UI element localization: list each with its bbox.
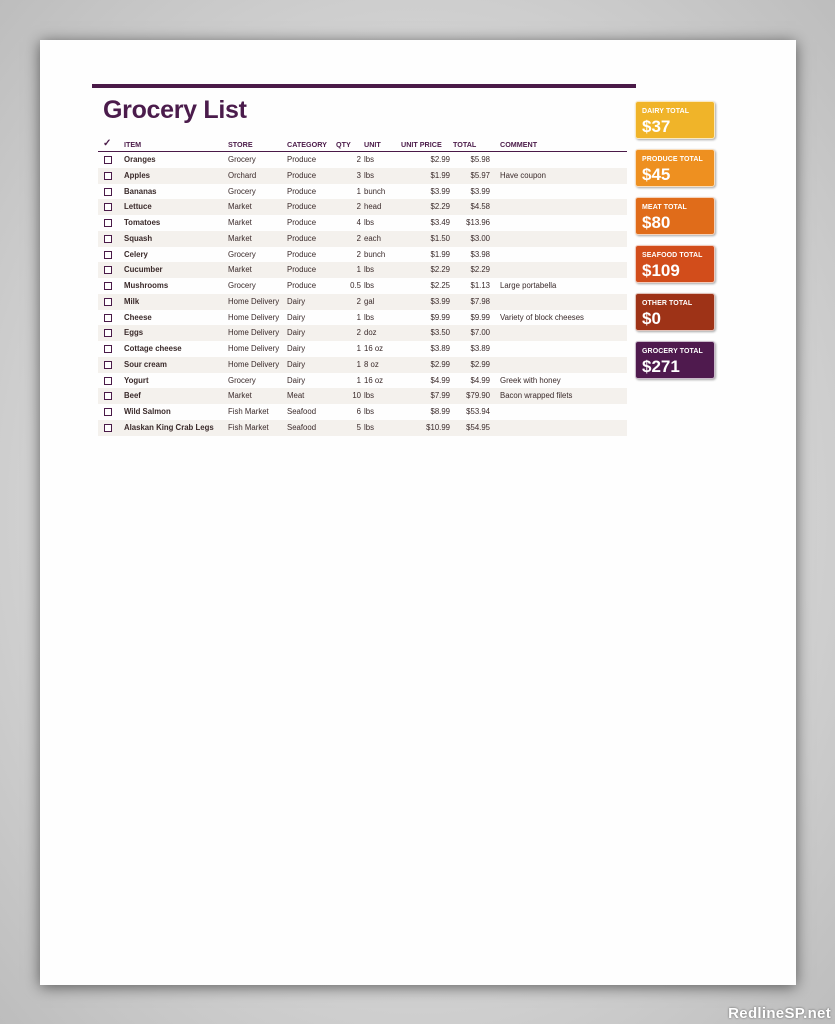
total-label: PRODUCE TOTAL <box>642 156 703 163</box>
cell-qty: 1 <box>356 359 361 369</box>
total-value: $0 <box>642 309 661 328</box>
cell-total: $54.95 <box>466 422 490 432</box>
total-box <box>635 197 715 235</box>
row-checkbox[interactable] <box>104 235 112 243</box>
header-unit: UNIT <box>364 140 381 149</box>
total-box <box>635 293 715 331</box>
cell-total: $5.98 <box>470 155 490 164</box>
row-checkbox[interactable] <box>104 298 112 306</box>
cell-unit: 16 oz <box>364 375 384 385</box>
cell-comment: Bacon wrapped filets <box>500 391 573 401</box>
row-checkbox[interactable] <box>104 251 112 259</box>
cell-unit-price: $2.29 <box>430 265 450 275</box>
table-row <box>98 262 627 278</box>
cell-total: $79.90 <box>466 391 490 401</box>
cell-category: Dairy <box>287 296 306 306</box>
row-checkbox[interactable] <box>104 219 112 227</box>
cell-total: $3.99 <box>470 186 490 196</box>
cell-unit-price: $1.50 <box>430 233 450 243</box>
total-value: $271 <box>642 357 680 376</box>
row-checkbox[interactable] <box>104 329 112 337</box>
cell-unit: head <box>364 202 382 212</box>
cell-unit: each <box>364 233 381 243</box>
cell-unit-price: $7.99 <box>430 391 450 401</box>
cell-unit-price: $2.99 <box>430 155 450 164</box>
cell-unit: doz <box>364 328 377 338</box>
table-row <box>98 184 627 200</box>
cell-item: Cheese <box>124 312 152 322</box>
row-checkbox[interactable] <box>104 408 112 416</box>
cell-unit-price: $2.29 <box>430 202 450 212</box>
cell-item: Lettuce <box>124 202 152 212</box>
cell-qty: 1 <box>356 344 361 353</box>
cell-category: Produce <box>287 218 317 227</box>
row-checkbox[interactable] <box>104 188 112 196</box>
cell-category: Dairy <box>287 328 306 338</box>
cell-store: Home Delivery <box>228 296 280 306</box>
header-total: TOTAL <box>453 140 477 149</box>
table-row <box>98 404 627 420</box>
cell-qty: 2 <box>356 233 361 243</box>
cell-total: $53.94 <box>466 407 490 416</box>
cell-qty: 2 <box>356 328 361 338</box>
cell-qty: 0.5 <box>350 281 361 290</box>
total-box <box>635 101 715 139</box>
cell-category: Dairy <box>287 359 306 369</box>
cell-store: Grocery <box>228 155 256 164</box>
cell-item: Squash <box>124 233 153 243</box>
table-row <box>98 357 627 373</box>
row-checkbox[interactable] <box>104 156 112 164</box>
row-checkbox[interactable] <box>104 314 112 322</box>
total-value: $45 <box>642 165 671 184</box>
cell-total: $3.00 <box>470 233 490 243</box>
cell-unit-price: $9.99 <box>430 312 450 322</box>
cell-unit: 16 oz <box>364 344 384 353</box>
table-body <box>98 152 627 436</box>
cell-comment: Large portabella <box>500 281 557 290</box>
cell-unit: lbs <box>364 170 374 180</box>
cell-store: Market <box>228 391 252 401</box>
cell-item: Eggs <box>124 328 144 338</box>
cell-store: Grocery <box>228 281 256 290</box>
cell-item: Cottage cheese <box>124 344 182 353</box>
cell-comment: Greek with honey <box>500 375 561 385</box>
cell-unit: lbs <box>364 218 374 227</box>
header-unit-price: UNIT PRICE <box>401 140 442 149</box>
cell-total: $4.58 <box>470 202 490 212</box>
cell-store: Home Delivery <box>228 312 280 322</box>
total-label: DAIRY TOTAL <box>642 108 690 115</box>
cell-comment: Variety of block cheeses <box>500 312 584 322</box>
total-box <box>635 149 715 187</box>
cell-total: $7.98 <box>470 296 490 306</box>
table-row <box>98 388 627 404</box>
table-row <box>98 420 627 436</box>
row-checkbox[interactable] <box>104 377 112 385</box>
total-value: $80 <box>642 213 671 232</box>
cell-store: Market <box>228 233 252 243</box>
table-row <box>98 373 627 389</box>
table-row <box>98 310 627 326</box>
grocery-table <box>98 138 627 436</box>
table-row <box>98 231 627 247</box>
table-row <box>98 278 627 294</box>
cell-item: Apples <box>124 170 150 180</box>
cell-store: Home Delivery <box>228 344 280 353</box>
cell-unit: lbs <box>364 265 374 275</box>
cell-item: Mushrooms <box>124 281 169 290</box>
cell-total: $7.00 <box>470 328 490 338</box>
cell-store: Home Delivery <box>228 328 280 338</box>
cell-category: Dairy <box>287 312 306 322</box>
cell-category: Produce <box>287 281 317 290</box>
cell-qty: 3 <box>356 170 361 180</box>
table-row <box>98 152 627 168</box>
cell-store: Grocery <box>228 375 256 385</box>
cell-total: $13.96 <box>466 218 490 227</box>
cell-unit-price: $1.99 <box>430 249 450 259</box>
document-page <box>40 40 796 985</box>
cell-item: Bananas <box>124 186 157 196</box>
cell-category: Produce <box>287 202 317 212</box>
cell-store: Grocery <box>228 249 256 259</box>
cell-store: Market <box>228 265 252 275</box>
cell-total: $2.29 <box>470 265 490 275</box>
row-checkbox[interactable] <box>104 172 112 180</box>
page-title: Grocery List <box>103 96 247 124</box>
table-row <box>98 247 627 263</box>
cell-total: $1.13 <box>470 281 490 290</box>
cell-total: $5.97 <box>470 170 490 180</box>
cell-category: Meat <box>287 391 305 401</box>
cell-unit: lbs <box>364 422 374 432</box>
cell-unit: lbs <box>364 312 374 322</box>
cell-item: Wild Salmon <box>124 407 171 416</box>
cell-store: Home Delivery <box>228 359 280 369</box>
table-row <box>98 215 627 231</box>
header-category: CATEGORY <box>287 140 327 149</box>
cell-store: Market <box>228 218 252 227</box>
cell-category: Produce <box>287 170 317 180</box>
table-row <box>98 168 627 184</box>
cell-unit: bunch <box>364 186 386 196</box>
total-box <box>635 245 715 283</box>
total-label: GROCERY TOTAL <box>642 348 703 355</box>
cell-store: Grocery <box>228 186 256 196</box>
cell-item: Sour cream <box>124 359 167 369</box>
cell-item: Tomatoes <box>124 218 161 227</box>
cell-category: Produce <box>287 233 317 243</box>
cell-item: Beef <box>124 391 141 401</box>
table-row <box>98 199 627 215</box>
cell-unit: bunch <box>364 249 386 259</box>
totals-panel <box>635 101 715 389</box>
row-checkbox[interactable] <box>104 345 112 353</box>
cell-unit: lbs <box>364 281 374 290</box>
header-store: STORE <box>228 140 253 149</box>
cell-total: $4.99 <box>470 375 490 385</box>
total-value: $37 <box>642 117 671 136</box>
cell-total: $3.89 <box>470 344 490 353</box>
row-checkbox[interactable] <box>104 266 112 274</box>
cell-category: Dairy <box>287 375 306 385</box>
cell-category: Produce <box>287 265 317 275</box>
total-box <box>635 341 715 379</box>
cell-qty: 1 <box>356 312 361 322</box>
cell-unit: gal <box>364 296 375 306</box>
table-row <box>98 294 627 310</box>
cell-qty: 1 <box>356 265 361 275</box>
total-label: MEAT TOTAL <box>642 204 687 211</box>
cell-unit-price: $8.99 <box>430 407 450 416</box>
cell-item: Oranges <box>124 155 156 164</box>
total-value: $109 <box>642 261 680 280</box>
cell-qty: 5 <box>356 422 361 432</box>
cell-unit: lbs <box>364 155 374 164</box>
header-item: ITEM <box>124 140 142 149</box>
cell-unit: lbs <box>364 407 374 416</box>
cell-category: Seafood <box>287 422 317 432</box>
total-label: SEAFOOD TOTAL <box>642 252 703 259</box>
cell-item: Cucumber <box>124 265 163 275</box>
cell-item: Celery <box>124 249 148 259</box>
cell-unit: 8 oz <box>364 359 379 369</box>
row-checkbox[interactable] <box>104 203 112 211</box>
row-checkbox[interactable] <box>104 392 112 400</box>
cell-store: Fish Market <box>228 422 269 432</box>
table-row <box>98 341 627 357</box>
cell-qty: 2 <box>356 249 361 259</box>
cell-store: Market <box>228 202 252 212</box>
header-comment: COMMENT <box>500 140 538 149</box>
top-rule <box>92 84 636 88</box>
row-checkbox[interactable] <box>104 282 112 290</box>
cell-total: $2.99 <box>470 359 490 369</box>
cell-qty: 4 <box>356 218 361 227</box>
cell-unit-price: $3.99 <box>430 296 450 306</box>
cell-unit-price: $2.25 <box>430 281 450 290</box>
cell-total: $9.99 <box>470 312 490 322</box>
watermark: RedlineSP.net <box>728 1005 831 1022</box>
cell-unit: lbs <box>364 391 374 401</box>
cell-unit-price: $3.89 <box>430 344 450 353</box>
cell-item: Yogurt <box>124 375 149 385</box>
cell-qty: 2 <box>356 202 361 212</box>
cell-unit-price: $1.99 <box>430 170 450 180</box>
cell-qty: 2 <box>356 155 361 164</box>
total-label: OTHER TOTAL <box>642 300 693 307</box>
cell-comment: Have coupon <box>500 170 546 180</box>
cell-category: Dairy <box>287 344 306 353</box>
cell-category: Produce <box>287 155 317 164</box>
cell-unit-price: $2.99 <box>430 359 450 369</box>
cell-store: Fish Market <box>228 407 269 416</box>
cell-category: Produce <box>287 249 317 259</box>
cell-category: Produce <box>287 186 317 196</box>
cell-unit-price: $4.99 <box>430 375 450 385</box>
cell-unit-price: $3.50 <box>430 328 450 338</box>
cell-qty: 1 <box>356 186 361 196</box>
cell-item: Alaskan King Crab Legs <box>124 422 214 432</box>
cell-total: $3.98 <box>470 249 490 259</box>
cell-qty: 6 <box>356 407 361 416</box>
cell-qty: 1 <box>356 375 361 385</box>
cell-qty: 2 <box>356 296 361 306</box>
cell-unit-price: $3.49 <box>430 218 450 227</box>
row-checkbox[interactable] <box>104 424 112 432</box>
header-qty: QTY <box>336 140 351 149</box>
table-header <box>98 138 627 152</box>
cell-unit-price: $3.99 <box>430 186 450 196</box>
cell-unit-price: $10.99 <box>426 422 450 432</box>
checkmark-icon: ✓ <box>103 138 112 149</box>
table-row <box>98 325 627 341</box>
cell-item: Milk <box>124 296 140 306</box>
cell-qty: 10 <box>352 391 361 401</box>
cell-store: Orchard <box>228 170 257 180</box>
row-checkbox[interactable] <box>104 361 112 369</box>
cell-category: Seafood <box>287 407 317 416</box>
